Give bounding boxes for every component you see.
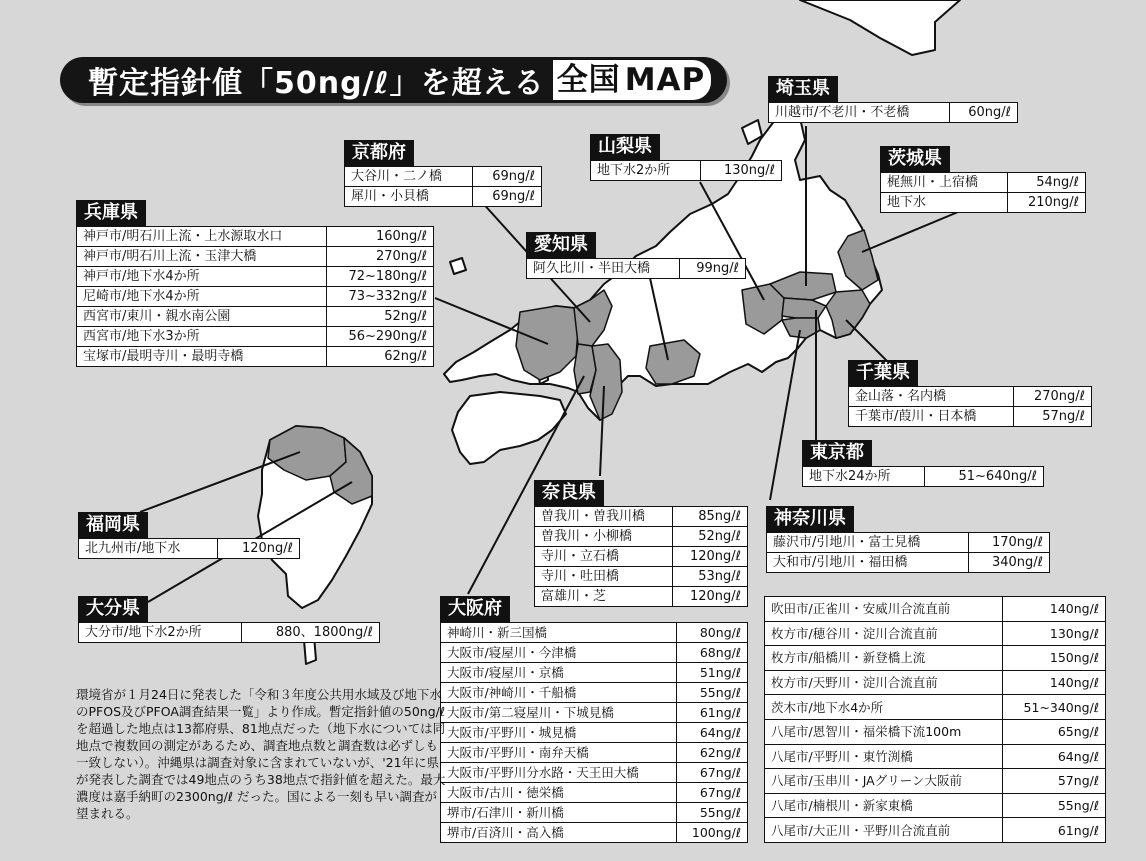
pref-name: 兵庫県 (76, 200, 146, 226)
site-name: 北九州市/地下水 (79, 539, 218, 559)
pref-name: 茨城県 (880, 146, 950, 172)
site-name: 吹田市/正雀川・安威川合流直前 (765, 597, 1003, 622)
pref-table (344, 166, 542, 207)
pref-name: 大阪府 (440, 596, 510, 622)
table-row (849, 387, 1092, 407)
area-aichi (646, 340, 700, 384)
pref-name: 神奈川県 (766, 506, 854, 532)
site-value: 56~290ng/ℓ (326, 327, 434, 347)
site-name: 大阪市/寝屋川・京橋 (441, 663, 677, 683)
site-name: 犀川・小貝橋 (345, 187, 473, 207)
table-row (441, 663, 748, 683)
site-name: 堺市/百済川・高入橋 (441, 823, 677, 843)
pref-osaka (440, 596, 1106, 843)
title-main: 暫定指針値「50ng/ℓ」を超える (88, 66, 545, 101)
table-row (441, 783, 748, 803)
site-value: 67ng/ℓ (676, 783, 747, 803)
site-value: 52ng/ℓ (672, 527, 747, 547)
table-row (441, 743, 748, 763)
site-name: 千葉市/葭川・日本橋 (849, 407, 1014, 427)
site-value: 69ng/ℓ (473, 187, 542, 207)
site-name: 尼崎市/地下水4か所 (77, 287, 327, 307)
pref-name: 千葉県 (848, 360, 918, 386)
site-name: 宝塚市/最明寺川・最明寺橋 (77, 347, 327, 367)
table-row (765, 597, 1106, 622)
site-name: 神戸市/明石川上流・上水源取水口 (77, 227, 327, 247)
pref-nara (534, 480, 748, 607)
table-row (765, 695, 1106, 720)
table-row (767, 553, 1050, 573)
pref-saitama (768, 76, 1018, 123)
table-row (441, 763, 748, 783)
site-name: 西宮市/地下水3か所 (77, 327, 327, 347)
site-name: 曽我川・曽我川橋 (535, 507, 673, 527)
site-value: 53ng/ℓ (672, 567, 747, 587)
site-name: 八尾市/玉串川・JAグリーン大阪前 (765, 769, 1003, 794)
pref-kanagawa (766, 506, 1050, 573)
table-row (77, 247, 434, 267)
site-value: 51~340ng/ℓ (1002, 695, 1105, 720)
site-name: 神戸市/明石川上流・玉津大橋 (77, 247, 327, 267)
site-value: 51~640ng/ℓ (925, 467, 1044, 487)
table-row (535, 507, 748, 527)
site-value: 130ng/ℓ (700, 161, 781, 181)
site-name: 大阪市/平野川・南弁天橋 (441, 743, 677, 763)
table-row (765, 670, 1106, 695)
site-value: 68ng/ℓ (676, 643, 747, 663)
site-value: 64ng/ℓ (1002, 744, 1105, 769)
pref-table (526, 258, 746, 279)
table-row (79, 539, 300, 559)
site-value: 61ng/ℓ (676, 703, 747, 723)
pref-aichi (526, 232, 746, 279)
site-value: 61ng/ℓ (1002, 818, 1105, 843)
pref-table-left (440, 622, 748, 843)
site-name: 藤沢市/引地川・富士見橋 (767, 533, 969, 553)
site-name: 川越市/不老川・不老橋 (769, 103, 950, 123)
site-value: 57ng/ℓ (1013, 407, 1091, 427)
table-row (765, 719, 1106, 744)
table-row (77, 307, 434, 327)
pref-name: 東京都 (802, 440, 872, 466)
pref-table (768, 102, 1018, 123)
pref-table (848, 386, 1092, 427)
site-name: 枚方市/船橋川・新登橋上流 (765, 646, 1003, 671)
site-name: 富雄川・芝 (535, 587, 673, 607)
site-value: 60ng/ℓ (949, 103, 1017, 123)
site-name: 地下水 (881, 193, 1008, 213)
site-value: 210ng/ℓ (1007, 193, 1085, 213)
site-value: 150ng/ℓ (1002, 646, 1105, 671)
table-row (535, 567, 748, 587)
site-name: 八尾市/大正川・平野川合流直前 (765, 818, 1003, 843)
table-row (441, 803, 748, 823)
pref-table (534, 506, 748, 607)
pref-table (590, 160, 782, 181)
site-name: 枚方市/穂谷川・淀川合流直前 (765, 621, 1003, 646)
pref-name: 奈良県 (534, 480, 604, 506)
site-value: 140ng/ℓ (1002, 670, 1105, 695)
site-value: 170ng/ℓ (969, 533, 1050, 553)
table-row (345, 187, 542, 207)
table-row (441, 723, 748, 743)
site-value: 67ng/ℓ (676, 763, 747, 783)
pref-table-right (764, 596, 1106, 843)
site-name: 八尾市/平野川・東竹渕橋 (765, 744, 1003, 769)
pref-table (78, 538, 300, 559)
pref-oita (78, 596, 380, 643)
table-row (77, 327, 434, 347)
pref-name: 山梨県 (590, 134, 660, 160)
site-value: 64ng/ℓ (676, 723, 747, 743)
pref-table (766, 532, 1050, 573)
pref-tokyo (802, 440, 1044, 487)
table-row (345, 167, 542, 187)
pref-table (78, 622, 380, 643)
site-name: 枚方市/天野川・淀川合流直前 (765, 670, 1003, 695)
site-name: 梶無川・上宿橋 (881, 173, 1008, 193)
table-row (591, 161, 782, 181)
table-row (765, 793, 1106, 818)
site-value: 55ng/ℓ (676, 803, 747, 823)
table-row (77, 227, 434, 247)
table-row (441, 683, 748, 703)
site-value: 120ng/ℓ (672, 587, 747, 607)
site-name: 神崎川・新三国橋 (441, 623, 677, 643)
site-value: 140ng/ℓ (1002, 597, 1105, 622)
site-name: 堺市/石津川・新川橋 (441, 803, 677, 823)
site-name: 阿久比川・半田大橋 (527, 259, 680, 279)
site-name: 寺川・立石橋 (535, 547, 673, 567)
site-name: 神戸市/地下水4か所 (77, 267, 327, 287)
table-row (441, 643, 748, 663)
table-row (769, 103, 1018, 123)
table-row (765, 621, 1106, 646)
site-name: 曽我川・小柳橋 (535, 527, 673, 547)
table-row (441, 823, 748, 843)
table-row (77, 267, 434, 287)
pref-name: 福岡県 (78, 512, 148, 538)
site-value: 52ng/ℓ (326, 307, 434, 327)
site-value: 54ng/ℓ (1007, 173, 1085, 193)
table-row (765, 769, 1106, 794)
site-value: 85ng/ℓ (672, 507, 747, 527)
site-name: 地下水2か所 (591, 161, 701, 181)
site-name: 大分市/地下水2か所 (79, 623, 242, 643)
table-row (765, 818, 1106, 843)
site-value: 80ng/ℓ (676, 623, 747, 643)
site-value: 69ng/ℓ (473, 167, 542, 187)
site-value: 340ng/ℓ (969, 553, 1050, 573)
site-name: 西宮市/東川・親水南公園 (77, 307, 327, 327)
site-value: 55ng/ℓ (676, 683, 747, 703)
site-value: 120ng/ℓ (217, 539, 299, 559)
site-name: 八尾市/恩智川・福栄橋下流100m (765, 719, 1003, 744)
site-value: 270ng/ℓ (326, 247, 434, 267)
site-value: 100ng/ℓ (676, 823, 747, 843)
site-value: 51ng/ℓ (676, 663, 747, 683)
site-name: 大阪市/平野川・城見橋 (441, 723, 677, 743)
site-value: 130ng/ℓ (1002, 621, 1105, 646)
site-name: 金山落・名内橋 (849, 387, 1014, 407)
table-row (79, 623, 380, 643)
table-row (441, 623, 748, 643)
table-row (849, 407, 1092, 427)
site-name: 地下水24か所 (803, 467, 925, 487)
site-value: 99ng/ℓ (680, 259, 746, 279)
site-name: 大谷川・二ノ橋 (345, 167, 473, 187)
pref-name: 京都府 (344, 140, 414, 166)
area-nara (590, 344, 622, 420)
pref-table (76, 226, 434, 367)
table-row (881, 173, 1086, 193)
pref-name: 埼玉県 (768, 76, 838, 102)
pref-name: 愛知県 (526, 232, 596, 258)
site-value: 160ng/ℓ (326, 227, 434, 247)
hokkaido-land (800, 0, 960, 55)
pref-chiba (848, 360, 1092, 427)
site-name: 大阪市/平野川分水路・天王田大橋 (441, 763, 677, 783)
pref-name: 大分県 (78, 596, 148, 622)
pref-kyoto (344, 140, 542, 207)
table-row (881, 193, 1086, 213)
site-name: 大阪市/古川・徳栄橋 (441, 783, 677, 803)
site-name: 八尾市/楠根川・新家東橋 (765, 793, 1003, 818)
table-row (527, 259, 746, 279)
title-highlight-zenkoku: 全国 (553, 60, 625, 100)
site-value: 880、1800ng/ℓ (241, 623, 379, 643)
site-name: 大阪市/寝屋川・今津橋 (441, 643, 677, 663)
site-value: 270ng/ℓ (1013, 387, 1091, 407)
site-name: 大阪市/第二寝屋川・下城見橋 (441, 703, 677, 723)
footnote: 環境省が１月24日に発表した「令和３年度公共用水域及び地下水のPFOS及びPFOA調査結果一覧」より作成。暫定指針値の50ng/ℓ を超過した地点は13都府県、81地点だった（地下水については同地点で複数回の測定があるため、調査地点数と調査数は必ずしも一致しない）。沖縄県は調査対象に含まれていないが、'21年に県が発表した調査では49地点のうち38地点で指針値を超えた。最大濃度は嘉手納町の2300ng/ℓ だった。国による一刻も早い調査が望まれる。 (76, 687, 446, 821)
site-name: 茨木市/地下水4か所 (765, 695, 1003, 720)
table-row (803, 467, 1044, 487)
table-row (441, 703, 748, 723)
table-row (765, 646, 1106, 671)
pref-hyogo (76, 200, 434, 367)
site-name: 大阪市/神崎川・千船橋 (441, 683, 677, 703)
pref-fukuoka (78, 512, 300, 559)
leader-ibaraki (862, 212, 958, 252)
site-value: 120ng/ℓ (672, 547, 747, 567)
site-value: 65ng/ℓ (1002, 719, 1105, 744)
island-oki (450, 258, 466, 274)
pref-table (880, 172, 1086, 213)
pref-table (802, 466, 1044, 487)
table-row (535, 527, 748, 547)
pref-ibaraki (880, 146, 1086, 213)
table-row (77, 347, 434, 367)
pref-yamanashi (590, 134, 782, 181)
map-title (60, 57, 727, 103)
table-row (767, 533, 1050, 553)
site-value: 62ng/ℓ (326, 347, 434, 367)
site-value: 72~180ng/ℓ (326, 267, 434, 287)
table-row (77, 287, 434, 307)
site-value: 73~332ng/ℓ (326, 287, 434, 307)
title-highlight-map: MAP (625, 60, 712, 100)
site-value: 57ng/ℓ (1002, 769, 1105, 794)
table-row (765, 744, 1106, 769)
table-row (535, 547, 748, 567)
site-name: 大和市/引地川・福田橋 (767, 553, 969, 573)
site-value: 62ng/ℓ (676, 743, 747, 763)
site-name: 寺川・吐田橋 (535, 567, 673, 587)
shikoku-land (452, 392, 566, 464)
site-value: 55ng/ℓ (1002, 793, 1105, 818)
